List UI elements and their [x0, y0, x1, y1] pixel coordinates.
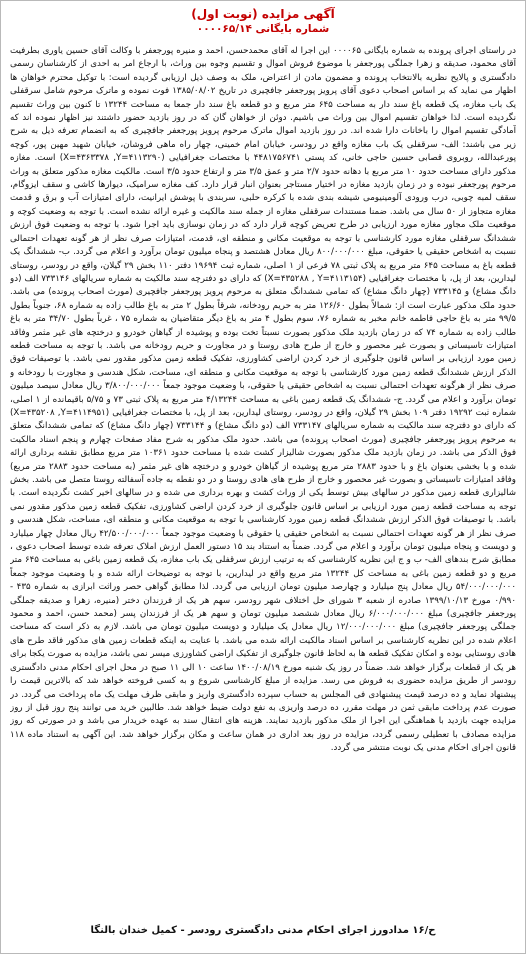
- case-number: شماره بایگانی ۰۰۰۰۶۵/۱۴: [196, 23, 330, 35]
- notice-body: در راستای اجرای پرونده به شماره بایگانی ۰۰۰۰۶۵ این اجرا له آقای محمدحسن، احمد و منیره پورجعفر با وکالت آقای حسین یاوری بطرفیت آقای محمود، صدیقه و زهرا جملگی پورجعفر با موضوع فروش اموال و تقسیم وجوه بین وراث، با ارجاع امر به احدی از کارشناسان رسمی دادگستری و پالایح نظریه بالانتخاب پرونده و مضمون مادن از اعتراض، ملک به وصف ذیل ارزیابی گردیده است: با توکیل محترم خواهان ها اظهار می نماید که بر اساس اصحاب دعوی آقای پرویز پورجعفر جافچیری در تاریخ ۱۳۸۵/۰۸/۰۲ فوت نموده و ماترک مرحوم شامل سرقفلی یک باب مغازه، یک قطعه باغ سند دار به مساحت ۶۴۵ متر مربع و دو قطعه باغ سند دار جمعا به مساحت ۱۳۲۴۴ تا کنون بین وراث تقسیم نگردیده است. لذا خواهان تقسیم اموال بین وراث می باشیم. دوئن از خواهان گان که در روز بازدید حضور داشتند نیز اظهار نموده اند که آمادگی تقسیم اموال را باخانات دارا شده اند. در روز بازدید اموال ماترک مرحوم پرویز پورجعفر جافچیری که به انضمام تعرفه ذیل به شرح زیر می باشند: الف- سرقفلی یک باب مغازه واقع در رودسر، خیابان امام خمینی، چهار راه ماهی فروشان، خیابان شهید مهین پور، کوچه پورعبدالله، روبروی قصابی حسین حاجی خانی، کد پستی ۴۴۸۱۷۵۶۷۴۱ با مختصات جغرافیایی (X=۴۳۶۳۳۷۸ ,Y=۴۱۱۳۲۹۰) است. مغازه مذکور دارای مساحت حدود ۱۰ متر مربع با دهانه حدود ۲/۷ متر و عمق ۳/۵ متر و ارتفاع حدود ۳/۵ است. مالکیت مغازه مذکور متعلق به وراث مرحوم پورجعفر نبوده و در زمان بازدید مغازه در اختیار مستاجر بعنوان انبار قرار دارد. کف مغازه سرامیک، دیوارها کاشی و سقف ایزوگام، سقف لمبه چوبی، درب ورودی آلومینیومی شیشه بندی شده با کرکره حلبی، سربندی با پوشش ایرانیت، دارای امتیازات آب و برق و قدمت مغازه متجاوز از ۵۰ سال می باشد. ضمنا مستندات سرقفلی مغازه از جمله سند مالکیت و غیره ارائه نشده است. با توجه به وضعیت کوچه و موقعیت ملک مجاور مغازه مورد ارزیابی در طرح تعریض کوچه قرار دارد که در زمان نوسازی باید اجرا شود. با توجه به وضعیت فوق ارزش ششدانگ سرقفلی مغازه مورد کارشناسی با توجه به موقعیت مکانی و منطقه ای، قدمت، امتیازات صرف نظر از هر گونه تعهدات احتمالی نسبت به اشخاص حقیقی یا حقوقی، مبلغ ۸۰۰/۰۰۰/۰۰۰ ریال معادل هشتصد و پنجاه میلیون تومان برآورد و اعلام می گردد. ب- ششدانگ یک قطعه باغ به مساحت ۶۴۵ متر مربع به پلاک ثبتی ۷۸ فرعی از ۱ اصلی، شماره ثبت ۱۹۶۹۴ دفتر ۱۱۰ بخش ۲۹ گیلان، واقع در رودسر، روستای لیدارین، بعد از پل، با مختصات جغرافیایی (X=۴۳۵۲۸۸ , Y=۴۱۱۳۱۵۴) که دارای دو دفترچه سند مالکیت به شماره سریالهای ۷۳۳۱۴۶ الف (دو دانگ مشاع) و ۷۳۳۱۴۵ (چهار دانگ مشاع) که تمامی ششدانگ متعلق به مرحوم پرویز پورجعفر جافچیری (مورث اصحاب پرونده) می باشد. حدود ملک مذکور عبارت است از: شمالاً بطول ۱۲۶/۶۰ متر به حریم رودخانه، شرقاً بطول ۲ متر به باغ طالب زاده به شماره ۶۸، جنوباً بطول ۹۹/۵ متر به باغ حاجی فاطمه خانم مخبر به شماره ۷۶، سوم بطول ۴ متر به باغ دیگر متقاضیان به شماره ۷۵ ، غرباً بطول ۳۴/۷۰ متر به باغ طالب زاده به شماره ۷۴ که در زمان بازدید ملک مذکور بصورت نسبتاً تخت بوده و پوشیده از گیاهان خودرو و درختچه های غیر مثمر وفاقد امتیازات تاسیساتی و بصورت غیر محصور و خارج از طرح هادی روستا و در مجاورت و حریم رودخانه می باشد. با توجه به مساحت قطعه زمین مورد ارزیابی بر اساس قانون جلوگیری از خرد کردن اراضی کشاورزی، تفکیک قطعه زمین مذکور مقدور نمی باشد. با توصیفات فوق الذکر ارزش ششدانگ قطعه زمین مورد کارشناسی با توجه به موقعیت مکانی و منطقه ای، مساحت، شکل هندسی و مجاورت با رودخانه و صرف نظر از هرگونه تعهدات احتمالی نسبت به اشخاص حقیقی یا حقوقی، با وضعیت موجود جمعاً ۳/۸۰۰/۰۰۰/۰۰۰ ریال معادل سیصد میلیون تومان برآورد و اعلام می گردد. ج- ششدانگ یک قطعه زمین باغی به مساحت ۴/۱۳۲۴۴ متر مربع به پلاک ثبتی ۷۳ و ۵/۷۵ باقیمانده از ۱ اصلی، شماره ثبت ۱۹۲۹۲ دفتر ۱۰۹ بخش ۲۹ گیلان، واقع در رودسر، روستای لیدارین، بعد از پل، با مختصات جغرافیایی (X=۴۳۵۲۰۸ ,Y=۴۱۱۴۹۵۱) که دارای دو دفترچه سند مالکیت به شماره سریالهای ۷۳۳۱۴۷ الف (دو دانگ مشاع) و ۷۳۳۱۴۴ (چهار دانگ مشاع) که تمامی ششدانگ متعلق به مرحوم پرویز پورجعفر جافچیری (مورث اصحاب پرونده) می باشد. حدود ملک مذکور به شرح مفاد صفحات چهارم و پنجم اسناد مالکیت فوق الذکر می باشد. در زمان بازدید ملک مذکور بصورت شالیزار کشت شده با مساحت حدود ۱۰۳۶۱ متر مربع مطابق نقشه برداری ارائه شده و با بخشی بعنوان باغ و با حدود ۲۸۸۳ متر مربع پوشیده از گیاهان خودرو و درختچه های غیر مثمر (به مساحت حدود ۲۸۸۳ متر مربع) وفاقد امتیازات تاسیساتی و بصورت غیر محصور و خارج از طرح های هادی روستا و در دو نقطه به جاده آسفالته روستا متصل می باشد. بخش شالیزاری قطعه زمین مذکور در سالهای بیش توسط یکی از وراث کشت و بهره برداری می شده و در سالهای اخیر کشت نگردیده است. با توجه به مساحت قطعه زمین مورد ارزیابی بر اساس قانون جلوگیری از خرد کردن اراضی کشاورزی، تفکیک قطعه زمین مذکور مقدور نمی باشد. با توصیفات فوق الذکر ارزش ششدانگ قطعه زمین مورد کارشناسی با توجه به موقعیت مکانی و منطقه ای، مساحت، شکل هندسی و صرف نظر از هر گونه تعهدات احتمالی نسبت به اشخاص حقیقی یا حقوقی با وضعیت موجود جمعاً ۴۲/۵۰۰/۰۰۰/۰۰۰ ریال معادل چهار میلیارد و دویست و پنجاه میلیون تومان برآورد و اعلام می گردد. ضمناً به استناد بند ۱۵ دستور العمل ارزش املاک تعرفه شده توسط اصحاب دعوی ، مطابق شرح بندهای الف- ب و ج این نظریه کارشناسی که به ترتیب ارزش سرقفلی یک باب مغازه، یک قطعه زمین باغی به مساحت ۶۴۵ متر مربع و دو قطعه زمین باغی به مساحت کل ۱۳۲۴۴ متر مربع واقع در لیدارین، با توجه به توضیحات ارائه شده و با وضعیت موجود جمعاً ۵۴/۰۰۰/۰۰۰/۰۰۰ ریال معادل پنج میلیارد و چهارصد میلیون تومان ارزیابی می گردد. لذا مطابق گواهی حصر وراثت ابرازی به شماره ۴۳۵ - ۰/۹۹۰ مورخ ۱۳۹۹/۱۰/۱۳ صادره از شعبه ۳ شورای حل اختلاف شهر رودسر، سهم هر یک از فرزندان دختر (منیره، زهرا و صدیقه جملگی پورجعفر جافچیری) مبلغ ۶/۰۰۰/۰۰۰/۰۰۰ ریال معادل ششصد میلیون تومان و سهم هر یک از فرزندان پسر (محمد حسن، احمد و محمود جملگی پورجعفر جافچیری) مبلغ ۱۲/۰۰۰/۰۰۰/۰۰۰ ریال معادل یک میلیارد و دویست میلیون تومان می باشد. لازم به ذکر است که مساحت اعلام شده در این نظریه کارشناسی بر اساس اسناد مالکیت ارائه شده می باشد. با عنایت به اینکه قطعات زمین های مذکور فاقد طرح های هادی روستایی بوده و امکان تفکیک قطعه ها به لحاظ قانون جلوگیری از تفکیک اراضی کشاورزی میسر نمی باشد، مزایده به صورت یکجا برای هر یک از قطعات برگزار خواهد شد. ضمناً در روز یک شنبه مورخ ۱۴۰۰/۰۸/۱۹ ساعت ۱۰ الی ۱۱ صبح در محل اجرای احکام مدنی دادگستری رودسر از طریق مزایده حضوری به فروش می رسد. مزایده از مبلغ کارشناسی شروع و به کسی فروخته خواهد شد که بالاترین قیمت را پیشنهاد نماید و ده درصد قیمت پیشنهادی فی المجلس به حساب سپرده دادگستری واریز و مابقی ظرف مهلت یک ماه پرداخت می گردد. در صورت عدم پرداخت مابقی ثمن در مهلت مقرر، ده درصد واریزی به نفع دولت ضبط خواهد شد. طالبین خرید می توانند پنج روز قبل از روز مزایده جهت بازدید با هماهنگی این اجرا از ملک مذکور بازدید نمایند. هزینه های انتقال سند به عهده خریدار می باشد و در صورتی که روز مزایده مصادف با تعطیلی رسمی گردد، مزایده در روز بعد اداری در همان ساعت و مکان برگزار خواهد شد. این آگهی به استناد ماده ۱۱۸ قانون اجرای احکام مدنی یک نوبت منتشر می گردد.: [10, 46, 516, 754]
- notice-title: آگهی مزایده (نوبت اول): [191, 7, 335, 21]
- notice-header: [1, 1, 525, 45]
- notice-signature: ح/۱۶ مدادورز اجرای احکام مدنی دادگستری رودسر - کمیل خندان بالنگا: [90, 925, 436, 936]
